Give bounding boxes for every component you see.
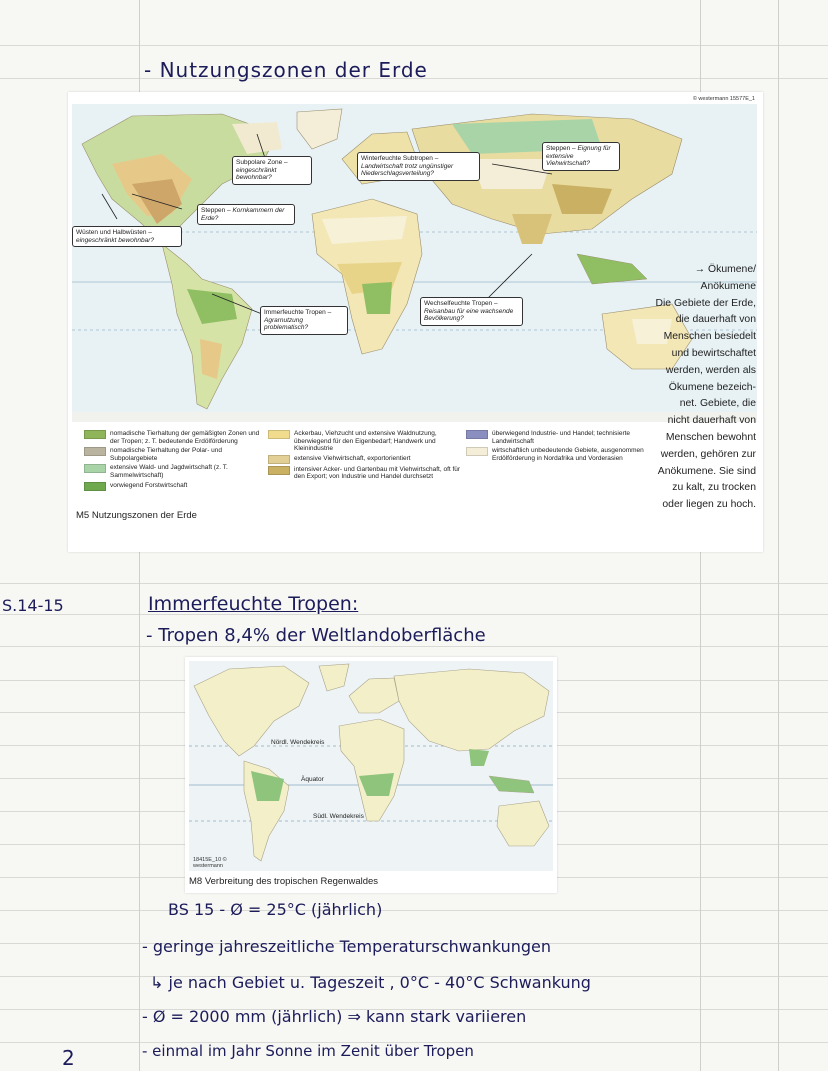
note-daily-variation: ↳ je nach Gebiet u. Tageszeit , 0°C - 40°C Schwankung — [150, 973, 591, 992]
callout-wuesten — [72, 226, 182, 247]
rule-line — [0, 45, 828, 46]
sidenote-line: Ökumene bezeich- — [668, 381, 756, 393]
legend-swatch — [466, 430, 488, 439]
rainforest-map-graphic — [189, 661, 553, 871]
callout-steppen-america-title: Steppen – — [201, 207, 231, 214]
sidenote-line: Anökumene. Sie sind — [657, 465, 756, 477]
legend-column-3 — [466, 430, 651, 464]
oekumene-sidenote — [646, 262, 756, 514]
page-reference: S.14-15 — [2, 596, 64, 615]
map-caption-m5: M5 Nutzungszonen der Erde — [76, 510, 197, 521]
callout-winterfeucht-title: Winterfeuchte Subtropen – — [361, 155, 439, 162]
legend-column-1 — [84, 430, 269, 493]
callout-steppen-asia-title: Steppen – — [546, 145, 576, 152]
callout-winterfeucht — [357, 152, 480, 181]
publisher-mark-m8: 18415E_10 © westermann — [193, 857, 227, 869]
legend-swatch — [268, 455, 290, 464]
label-south-tropic: Südl. Wendekreis — [313, 813, 364, 820]
legend-label: Ackerbau, Viehzucht und extensive Waldnutzung, überwiegend für den Eigenbedarf; Handwerk und Kleinindustrie — [294, 430, 437, 453]
callout-immerfeucht — [260, 306, 348, 335]
callout-subpolar — [232, 156, 312, 185]
legend-label: nomadische Tierhaltung der gemäßigten Zonen und der Tropen; z. T. bedeutende Erdölförderung — [110, 430, 260, 445]
callout-immerfeucht-title: Immerfeuchte Tropen – — [264, 309, 332, 316]
legend-swatch — [84, 430, 106, 439]
legend-label: wirtschaftlich unbedeutende Gebiete, ausgenommen Erdölförderung in Nordafrika und Vorderasien — [492, 447, 644, 462]
rule-line — [0, 614, 828, 615]
tropen-area-line: - Tropen 8,4% der Weltlandoberfläche — [146, 625, 486, 646]
page-number: 2 — [62, 1046, 75, 1070]
rule-line — [0, 646, 828, 647]
rule-line — [0, 910, 828, 911]
margin-line — [778, 0, 779, 1071]
legend-label: nomadische Tierhaltung der Polar- und Subpolargebiete — [110, 447, 223, 462]
label-north-tropic: Nördl. Wendekreis — [271, 739, 325, 746]
callout-steppen-asia-text: Eignung für extensive Viehwirtschaft? — [546, 145, 611, 167]
sidenote-line: Menschen bewohnt — [665, 431, 756, 443]
legend-item — [268, 430, 463, 453]
legend-swatch — [84, 447, 106, 456]
callout-subpolar-text: eingeschränkt bewohnbar? — [236, 166, 277, 181]
sidenote-line: Die Gebiete der Erde, — [655, 297, 756, 309]
legend-item — [84, 482, 269, 491]
callout-wuesten-text: eingeschränkt bewohnbar? — [76, 236, 155, 244]
sidenote-line: nicht dauerhaft von — [667, 415, 756, 427]
legend-label: intensiver Acker- und Gartenbau mit Viehwirtschaft, oft für den Export; von Industrie und Handel durchsetzt — [294, 465, 461, 481]
section-heading-tropen: Immerfeuchte Tropen: — [148, 593, 359, 615]
legend-item — [84, 447, 269, 462]
publisher-mark: © westermann 15577E_1 — [692, 96, 755, 102]
legend-label: extensive Viehwirtschaft, exportorientiert — [294, 454, 411, 462]
callout-steppen-america — [197, 204, 295, 225]
callout-wechselfeucht-text: Reisanbau für eine wachsende Bevölkerung? — [424, 307, 514, 322]
legend-swatch — [466, 447, 488, 456]
legend-label: vorwiegend Forstwirtschaft — [110, 481, 188, 489]
legend-swatch — [268, 466, 290, 475]
map-caption-m8: M8 Verbreitung des tropischen Regenwaldes — [189, 876, 379, 887]
sidenote-line: werden, werden als — [665, 364, 756, 376]
legend-item — [466, 430, 651, 445]
legend-item — [268, 466, 463, 481]
map-card-m8 — [185, 657, 557, 893]
sidenote-line: Menschen besiedelt — [663, 331, 756, 343]
legend-swatch — [268, 430, 290, 439]
callout-wechselfeucht-title: Wechselfeuchte Tropen – — [424, 300, 498, 307]
sidenote-line: und bewirtschaftet — [671, 347, 756, 359]
legend-item — [84, 430, 269, 445]
legend-swatch — [84, 464, 106, 473]
note-seasonal-variation: - geringe jahreszeitliche Temperaturschwankungen — [142, 937, 551, 956]
sidenote-line: net. Gebiete, die — [679, 398, 756, 410]
legend-item — [84, 464, 269, 479]
callout-winterfeucht-text: Landwirtschaft trotz ungünstiger Niederschlagsverteilung? — [361, 162, 454, 177]
note-temperature-average: BS 15 - Ø = 25°C (jährlich) — [168, 900, 383, 919]
legend-swatch — [84, 482, 106, 491]
note-precipitation: - Ø = 2000 mm (jährlich) ⇒ kann stark variieren — [142, 1007, 527, 1026]
sidenote-line: werden, gehören zur — [660, 448, 756, 460]
sidenote-line: oder liegen zu hoch. — [662, 499, 756, 511]
sidenote-line: zu kalt, zu trocken — [672, 482, 756, 494]
section-heading-nutzungszonen: - Nutzungszonen der Erde — [144, 58, 428, 82]
callout-subpolar-title: Subpolare Zone – — [236, 159, 288, 166]
legend-item — [466, 447, 651, 462]
sidenote-line: die dauerhaft von — [675, 314, 756, 326]
label-equator: Äquator — [301, 776, 324, 783]
callout-wuesten-title: Wüsten und Halbwüsten – — [76, 229, 152, 236]
callout-wechselfeucht — [420, 297, 523, 326]
note-zenith: - einmal im Jahr Sonne im Zenit über Tropen — [142, 1042, 474, 1060]
rule-line — [0, 583, 828, 584]
callout-steppen-america-text: Kornkammern der Erde? — [201, 207, 285, 222]
sidenote-heading: → Ökumene/ Anökumene — [694, 264, 756, 292]
legend-label: extensive Wald- und Jagdwirtschaft (z. T. Sammelwirtschaft) — [110, 464, 228, 479]
callout-steppen-asia — [542, 142, 620, 171]
legend-label: überwiegend Industrie- und Handel; technisierte Landwirtschaft — [492, 430, 631, 445]
legend-item — [268, 455, 463, 464]
callout-immerfeucht-text: Agrarnutzung problematisch? — [264, 316, 309, 331]
legend-column-2 — [268, 430, 463, 483]
rainforest-map — [189, 661, 553, 871]
map-card-m5 — [68, 92, 763, 552]
